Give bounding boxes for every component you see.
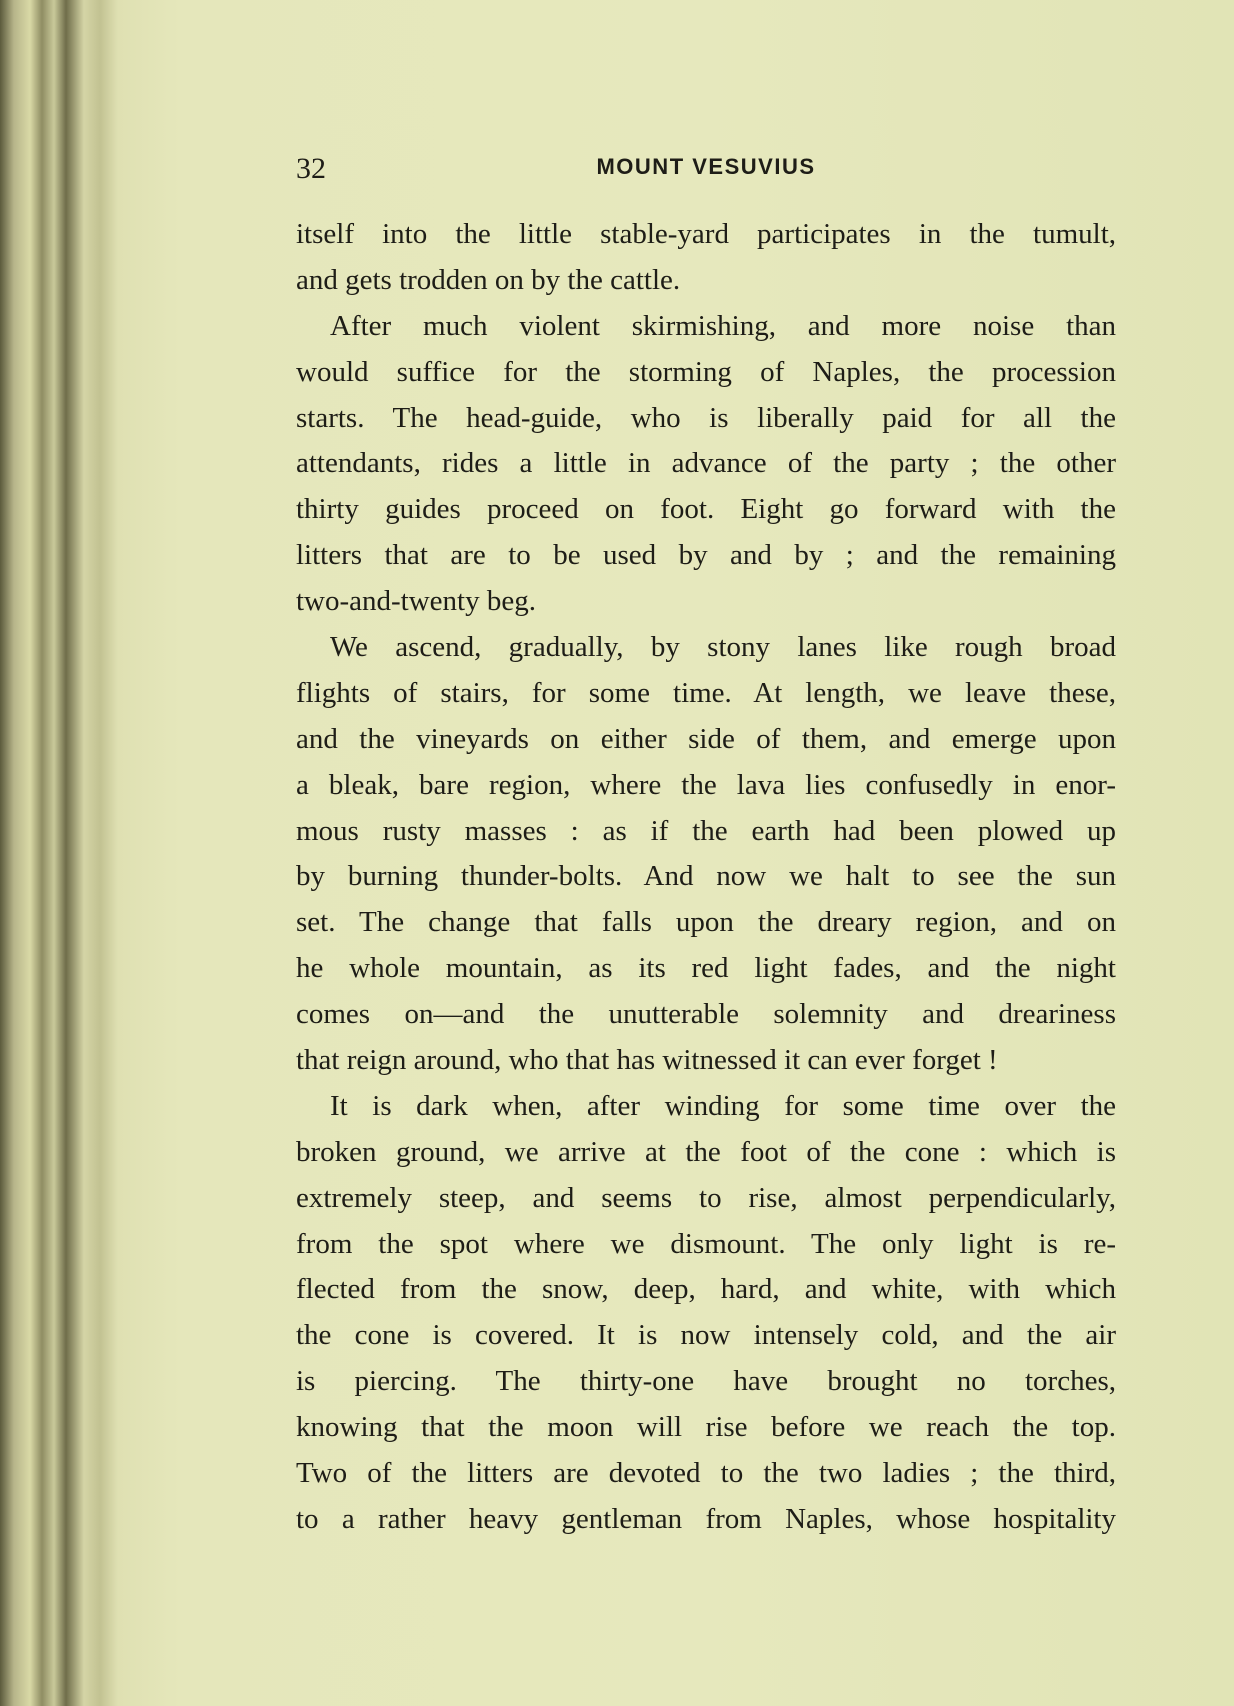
- text-line: broken ground, we arrive at the foot of the cone : which is: [296, 1135, 1116, 1168]
- text-line: to a rather heavy gentleman from Naples, whose hospitality: [296, 1502, 1116, 1535]
- text-line: and gets trodden on by the cattle.: [296, 263, 681, 296]
- text-line: comes on—and the unutterable solemnity and dreariness: [296, 998, 1116, 1031]
- text-line: Two of the litters are devoted to the two ladies ; the third,: [296, 1457, 1116, 1490]
- text-line: would suffice for the storming of Naples, the procession: [296, 355, 1116, 388]
- text-line: We ascend, gradually, by stony lanes like rough broad: [330, 631, 1116, 664]
- text-line: attendants, rides a little in advance of the party ; the other: [296, 447, 1116, 480]
- text-line: by burning thunder-bolts. And now we halt to see the sun: [296, 860, 1116, 893]
- text-line: is piercing. The thirty-one have brought no torches,: [296, 1365, 1116, 1398]
- text-line: a bleak, bare region, where the lava lies confusedly in enor-: [296, 768, 1116, 801]
- text-line: two-and-twenty beg.: [296, 585, 536, 618]
- text-line: flected from the snow, deep, hard, and white, with which: [296, 1273, 1116, 1306]
- text-line: he whole mountain, as its red light fades, and the night: [296, 952, 1116, 985]
- text-line: thirty guides proceed on foot. Eight go forward with the: [296, 493, 1116, 526]
- text-line: itself into the little stable-yard participates in the tumult,: [296, 218, 1116, 250]
- text-line: set. The change that falls upon the dreary region, and on: [296, 906, 1116, 939]
- page-header: [296, 152, 1116, 192]
- text-line: the cone is covered. It is now intensely cold, and the air: [296, 1319, 1116, 1352]
- text-line: It is dark when, after winding for some time over the: [330, 1089, 1116, 1122]
- text-line: that reign around, who that has witnessed it can ever forget !: [296, 1044, 998, 1077]
- text-line: mous rusty masses : as if the earth had been plowed up: [296, 814, 1116, 847]
- running-title: MOUNT VESUVIUS: [596, 154, 816, 179]
- text-line: knowing that the moon will rise before we reach the top.: [296, 1411, 1116, 1444]
- text-line: from the spot where we dismount. The only light is re-: [296, 1227, 1116, 1260]
- page-number: 32: [296, 152, 326, 185]
- text-line: extremely steep, and seems to rise, almost perpendicularly,: [296, 1181, 1116, 1214]
- text-line: starts. The head-guide, who is liberally paid for all the: [296, 401, 1116, 434]
- text-line: litters that are to be used by and by ; and the remaining: [296, 539, 1116, 572]
- text-line: After much violent skirmishing, and more noise than: [330, 309, 1116, 342]
- text-line: and the vineyards on either side of them, and emerge upon: [296, 722, 1116, 755]
- text-line: flights of stairs, for some time. At length, we leave these,: [296, 676, 1116, 709]
- body-text: [296, 212, 1116, 1543]
